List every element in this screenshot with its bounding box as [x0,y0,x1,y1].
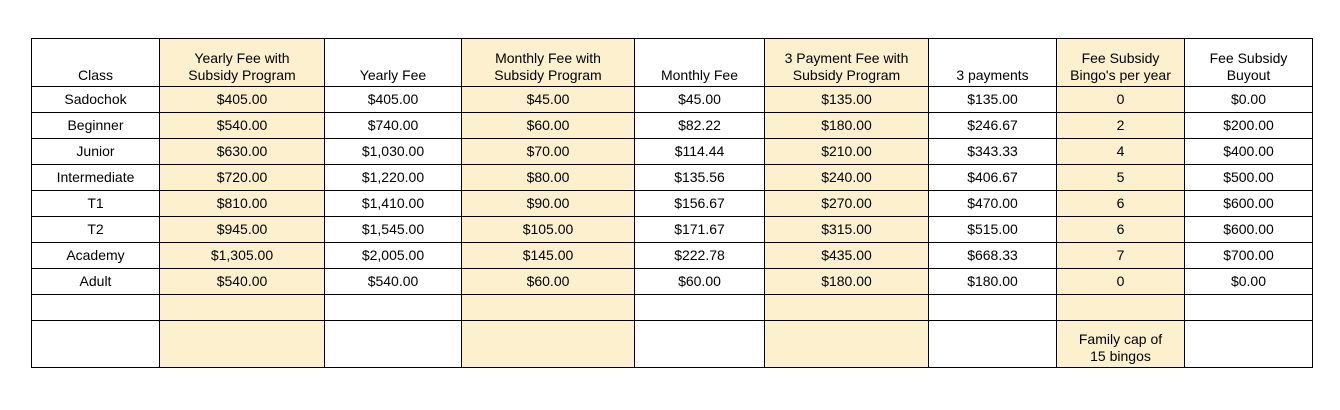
table-cell[interactable]: $2,005.00 [325,243,462,269]
table-cell[interactable]: $540.00 [325,269,462,295]
column-header[interactable]: Yearly Fee with Subsidy Program [160,39,325,87]
table-cell[interactable] [325,295,462,321]
table-cell[interactable]: $171.67 [635,217,765,243]
column-header[interactable]: Class [32,39,160,87]
class-cell[interactable]: Junior [32,139,160,165]
table-cell[interactable]: $145.00 [462,243,635,269]
table-cell[interactable]: Family cap of 15 bingos [1057,321,1185,368]
table-cell[interactable]: $80.00 [462,165,635,191]
table-cell[interactable]: $246.67 [929,113,1057,139]
table-cell[interactable]: $810.00 [160,191,325,217]
class-cell[interactable]: T2 [32,217,160,243]
column-header[interactable]: 3 payments [929,39,1057,87]
table-cell[interactable]: $60.00 [635,269,765,295]
table-cell[interactable]: $435.00 [765,243,929,269]
table-cell[interactable]: $406.67 [929,165,1057,191]
table-cell[interactable]: $70.00 [462,139,635,165]
table-cell[interactable]: $82.22 [635,113,765,139]
column-header[interactable]: Monthly Fee [635,39,765,87]
column-header[interactable]: Fee Subsidy Buyout [1185,39,1313,87]
table-cell[interactable]: $270.00 [765,191,929,217]
table-row [32,217,1313,243]
table-row [32,113,1313,139]
column-header[interactable]: Monthly Fee with Subsidy Program [462,39,635,87]
table-cell[interactable]: $60.00 [462,113,635,139]
table-cell[interactable]: 0 [1057,269,1185,295]
table-cell[interactable]: $405.00 [325,87,462,113]
table-cell[interactable]: $0.00 [1185,269,1313,295]
table-cell[interactable]: $720.00 [160,165,325,191]
table-cell[interactable]: $1,305.00 [160,243,325,269]
table-cell[interactable]: $515.00 [929,217,1057,243]
table-cell[interactable]: 2 [1057,113,1185,139]
table-cell[interactable]: $0.00 [1185,87,1313,113]
table-row [32,139,1313,165]
table-cell[interactable]: $470.00 [929,191,1057,217]
table-cell[interactable]: $700.00 [1185,243,1313,269]
table-cell[interactable]: $45.00 [635,87,765,113]
table-row [32,87,1313,113]
table-cell[interactable]: $90.00 [462,191,635,217]
table-cell[interactable] [462,295,635,321]
table-row [32,321,1313,368]
table-cell[interactable]: $405.00 [160,87,325,113]
class-cell[interactable]: Academy [32,243,160,269]
class-cell[interactable]: Intermediate [32,165,160,191]
table-cell[interactable]: $540.00 [160,113,325,139]
table-cell[interactable]: $222.78 [635,243,765,269]
table-cell[interactable]: 6 [1057,191,1185,217]
table-cell[interactable]: $740.00 [325,113,462,139]
table-cell[interactable] [765,321,929,368]
table-cell[interactable]: $1,410.00 [325,191,462,217]
column-header[interactable]: 3 Payment Fee with Subsidy Program [765,39,929,87]
table-cell[interactable]: $945.00 [160,217,325,243]
table-cell[interactable]: $135.56 [635,165,765,191]
header-row [32,39,1313,87]
table-cell[interactable]: $400.00 [1185,139,1313,165]
table-cell[interactable]: $180.00 [765,269,929,295]
table-cell[interactable]: $500.00 [1185,165,1313,191]
table-cell[interactable]: $60.00 [462,269,635,295]
table-cell[interactable] [325,321,462,368]
table-cell[interactable]: $343.33 [929,139,1057,165]
class-cell[interactable]: T1 [32,191,160,217]
table-cell[interactable] [929,321,1057,368]
table-cell[interactable] [1057,295,1185,321]
class-cell[interactable]: Adult [32,269,160,295]
table-cell[interactable]: $1,545.00 [325,217,462,243]
table-cell[interactable]: 4 [1057,139,1185,165]
table-row [32,191,1313,217]
table-cell[interactable]: $156.67 [635,191,765,217]
class-cell[interactable] [32,321,160,368]
table-cell[interactable] [1185,295,1313,321]
table-cell[interactable]: $600.00 [1185,191,1313,217]
table-row [32,295,1313,321]
table-cell[interactable]: $315.00 [765,217,929,243]
table-cell[interactable] [635,321,765,368]
table-cell[interactable]: $210.00 [765,139,929,165]
table-cell[interactable]: 0 [1057,87,1185,113]
table-cell[interactable]: $45.00 [462,87,635,113]
table-cell[interactable]: $180.00 [765,113,929,139]
table-cell[interactable]: 6 [1057,217,1185,243]
table-cell[interactable]: $600.00 [1185,217,1313,243]
table-cell[interactable]: $135.00 [765,87,929,113]
class-cell[interactable]: Sadochok [32,87,160,113]
table-row [32,269,1313,295]
table-cell[interactable] [635,295,765,321]
table-cell[interactable]: $180.00 [929,269,1057,295]
table-cell[interactable] [160,295,325,321]
table-cell[interactable]: $240.00 [765,165,929,191]
column-header[interactable]: Yearly Fee [325,39,462,87]
table-cell[interactable] [462,321,635,368]
column-header[interactable]: Fee Subsidy Bingo's per year [1057,39,1185,87]
table-cell[interactable]: $114.44 [635,139,765,165]
table-cell[interactable]: 5 [1057,165,1185,191]
table-cell[interactable]: $1,030.00 [325,139,462,165]
table-cell[interactable] [929,295,1057,321]
table-cell[interactable]: 7 [1057,243,1185,269]
class-cell[interactable]: Beginner [32,113,160,139]
table-cell[interactable] [765,295,929,321]
table-cell[interactable]: $668.33 [929,243,1057,269]
table-cell[interactable]: $540.00 [160,269,325,295]
table-cell[interactable] [1185,321,1313,368]
class-cell[interactable] [32,295,160,321]
table-row [32,243,1313,269]
table-cell[interactable]: $135.00 [929,87,1057,113]
table-cell[interactable] [160,321,325,368]
table-cell[interactable]: $105.00 [462,217,635,243]
fee-table [31,38,1313,368]
table-cell[interactable]: $200.00 [1185,113,1313,139]
table-row [32,165,1313,191]
table-cell[interactable]: $630.00 [160,139,325,165]
table-cell[interactable]: $1,220.00 [325,165,462,191]
